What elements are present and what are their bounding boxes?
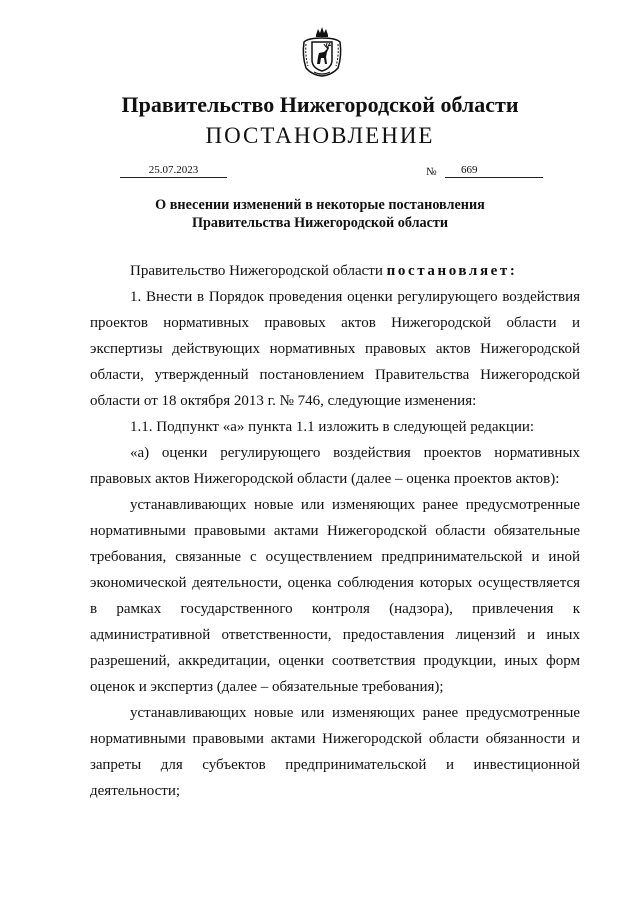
paragraph-3: «а) оценки регулирующего воздействия проектов нормативных правовых актов Нижегородской области (далее – оценка проектов актов): bbox=[90, 445, 580, 487]
document-date: 25.07.2023 bbox=[120, 164, 227, 178]
intro-paragraph bbox=[90, 258, 580, 284]
subject-line-1: О внесении изменений в некоторые постановления bbox=[155, 197, 485, 213]
paragraph-4: устанавливающих новые или изменяющих ранее предусмотренные нормативными правовыми актами Нижегородской области обязательные требования, связанные с осуществлением предпринимательской и иной экономической деятельности, оценка соблюдения которых осуществляется в рамках государственного контроля (надзора), привлечения к административной ответственности, предоставления лицензий и иных разрешений, аккредитации, оценки соответствия продукции, иных форм оценок и экспертиз (далее – обязательные требования); bbox=[90, 497, 580, 695]
intro-text: Правительство Нижегородской области bbox=[130, 263, 387, 279]
coat-of-arms-icon bbox=[300, 26, 344, 78]
paragraph-2: 1.1. Подпункт «а» пункта 1.1 изложить в следующей редакции: bbox=[130, 419, 535, 435]
paragraph-5: устанавливающих новые или изменяющих ранее предусмотренные нормативными правовыми актами Нижегородской области обязанности и запреты для субъектов предпринимательской и инвестиционной деятельности; bbox=[90, 705, 580, 799]
document-number: 669 bbox=[445, 164, 543, 178]
document-body bbox=[90, 258, 580, 804]
subject-line-2: Правительства Нижегородской области bbox=[191, 215, 449, 231]
government-title: Правительство Нижегородской области bbox=[121, 92, 519, 117]
number-label: № bbox=[426, 166, 437, 178]
paragraph-1: 1. Внести в Порядок проведения оценки регулирующего воздействия проектов нормативных правовых актов Нижегородской области и экспертизы действующих нормативных правовых актов Нижегородской области, утвержденный постановлением Правительства Нижегородской области от 18 октября 2013 г. № 746, следующие изменения: bbox=[90, 289, 580, 409]
decrees-word: постановляет: bbox=[386, 263, 518, 279]
document-subject bbox=[0, 196, 640, 232]
document-type: ПОСТАНОВЛЕНИЕ bbox=[205, 123, 435, 148]
